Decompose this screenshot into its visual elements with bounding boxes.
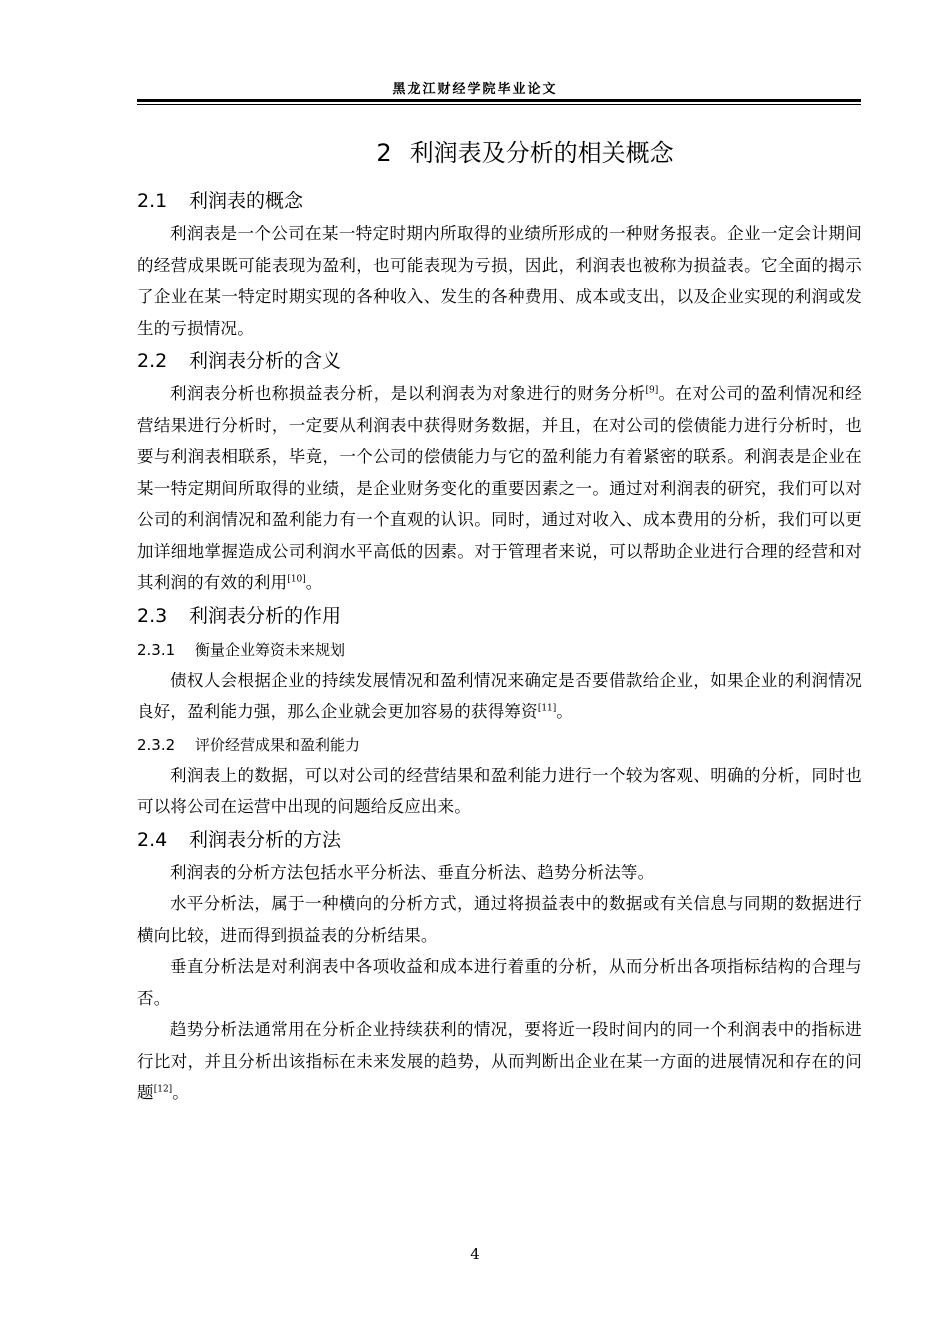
citation-ref: [9]: [645, 385, 659, 396]
subsection-number: 2.3.2: [137, 735, 176, 754]
paragraph: [137, 378, 862, 599]
paragraph-text: 。: [305, 573, 323, 592]
header-rule-thin: [137, 104, 861, 105]
paragraph: 利润表是一个公司在某一特定时期内所取得的业绩所形成的一种财务报表。企业一定会计期间的经营成果既可能表现为盈利，也可能表现为亏损，因此，利润表也被称为损益表。它全面的揭示了企业在某一特定时期实现的各种收入、发生的各种费用、成本或支出，以及企业实现的利润或发生的亏损情况。: [137, 224, 862, 338]
section-heading-2-2: [137, 344, 862, 378]
paragraph-text: 。: [556, 702, 573, 721]
section-number: 2.4: [137, 828, 168, 851]
citation-ref: [10]: [287, 574, 306, 585]
citation-ref: [11]: [537, 703, 557, 714]
section-number: 2.1: [137, 190, 168, 212]
section-number: 2.3: [137, 604, 168, 627]
paragraph: 利润表的分析方法包括水平分析法、垂直分析法、趋势分析法等。: [170, 862, 655, 882]
subsection-title: 衡量企业筹资未来规划: [195, 640, 346, 659]
chapter-number: 2: [376, 139, 392, 167]
paragraph-text: 。在对公司的盈利情况和经营结果进行分析时，一定要从利润表中获得财务数据，并且，在对公司的偿债能力进行分析时，也要与利润表相联系，毕竟，一个公司的偿债能力与它的盈利能力有着紧密的联系。利润表是企业在某一特定期间所取得的业绩，是企业财务变化的重要因素之一。通过对利润表的研究，我们可以对公司的利润情况和盈利能力有一个直观的认识。同时，通过对收入、成本费用的分析，我们可以更加详细地掌握造成公司利润水平高低的因素。对于管理者来说，可以帮助企业进行合理的经营和对其利润的有效的利用: [137, 384, 862, 592]
paragraph-text: 利润表分析也称损益表分析，是以利润表为对象进行的财务分析: [170, 384, 646, 403]
subsection-heading-2-3-1: [137, 635, 862, 665]
page-header: 黑龙江财经学院毕业论文: [392, 82, 558, 97]
document-body: [137, 184, 862, 1109]
paragraph: 水平分析法，属于一种横向的分析方式，通过将损益表中的数据或有关信息与同期的数据进行横向比较，进而得到损益表的分析结果。: [137, 894, 862, 945]
subsection-number: 2.3.1: [137, 640, 176, 659]
citation-ref: [12]: [153, 1084, 173, 1095]
paragraph-text: 债权人会根据企业的持续发展情况和盈利情况来确定是否要借款给企业，如果企业的利润情况良好，盈利能力强，那么企业就会更加容易的获得筹资: [137, 670, 862, 721]
chapter-title-text: 利润表及分析的相关概念: [409, 139, 674, 167]
section-heading-2-1: [137, 184, 862, 218]
paragraph: 利润表上的数据，可以对公司的经营结果和盈利能力进行一个较为客观、明确的分析，同时也可以将公司在运营中出现的问题给反应出来。: [137, 765, 862, 816]
section-number: 2.2: [137, 350, 168, 372]
section-title: 利润表分析的作用: [189, 604, 342, 627]
section-heading-2-3: [137, 599, 862, 633]
paragraph: 垂直分析法是对利润表中各项收益和成本进行着重的分析，从而分析出各项指标结构的合理与否。: [137, 957, 862, 1008]
section-title: 利润表分析的含义: [189, 350, 342, 372]
chapter-title: [0, 133, 950, 168]
section-heading-2-4: [137, 823, 862, 857]
paragraph-text: 。: [172, 1083, 189, 1102]
subsection-heading-2-3-2: [137, 730, 862, 760]
paragraph: [137, 665, 862, 728]
section-title: 利润表的概念: [189, 190, 304, 212]
paragraph-text: 趋势分析法通常用在分析企业持续获利的情况，要将近一段时间内的同一个利润表中的指标进行比对，并且分析出该指标在未来发展的趋势，从而判断出企业在某一方面的进展情况和存在的问题: [137, 1020, 862, 1102]
paragraph: [137, 1014, 862, 1109]
subsection-title: 评价经营成果和盈利能力: [195, 735, 361, 754]
page-number: 4: [470, 1245, 480, 1263]
section-title: 利润表分析的方法: [189, 828, 342, 851]
header-rule-thick: [137, 99, 861, 102]
